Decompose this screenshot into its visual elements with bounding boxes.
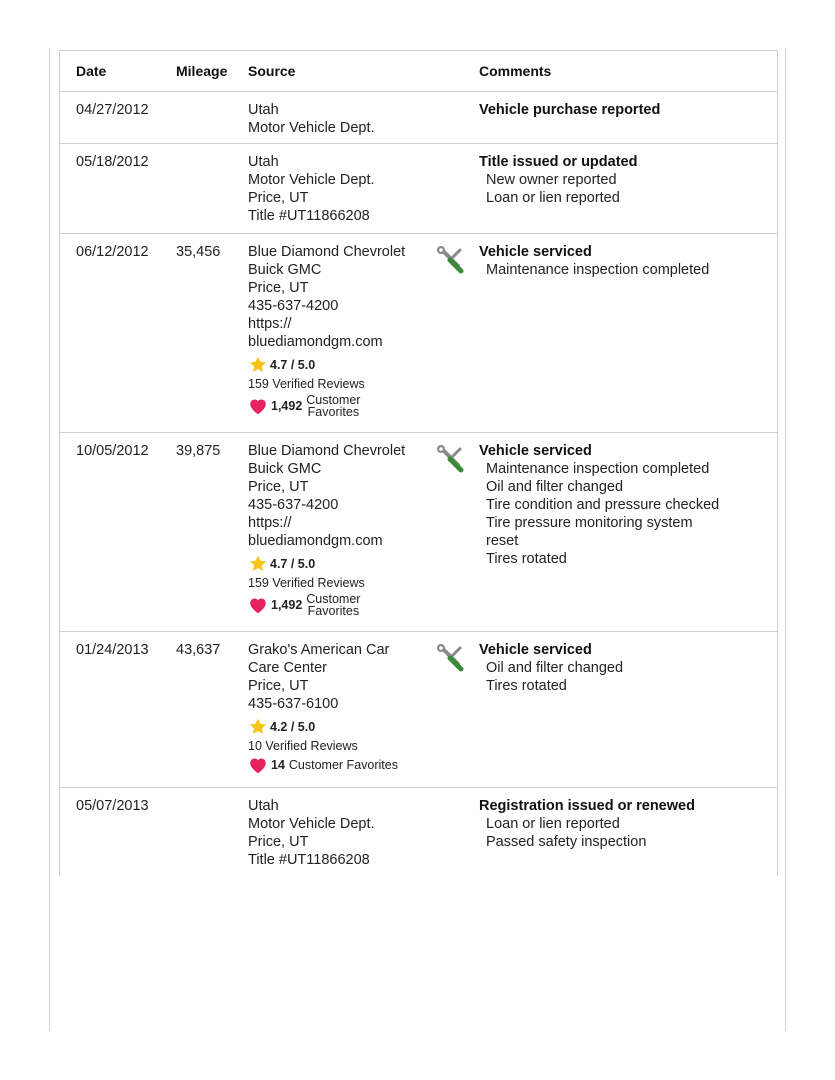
row-comments	[479, 797, 769, 851]
favorites-label-line: Favorites	[307, 604, 360, 618]
row-source	[248, 243, 438, 418]
favorites-count: 14	[271, 758, 285, 772]
comment-title: Vehicle serviced	[479, 443, 592, 459]
rating-value: 4.7 / 5.0	[270, 357, 316, 372]
comment-detail: Maintenance inspection completed	[486, 461, 710, 477]
customer-favorites	[248, 756, 438, 774]
table-row	[60, 234, 777, 433]
source-line: Title #UT11866208	[248, 852, 370, 868]
row-comments	[479, 641, 769, 695]
comment-detail: Passed safety inspection	[486, 834, 647, 850]
source-line: 435-637-4200	[248, 497, 339, 513]
favorites-label	[306, 394, 360, 418]
source-line: Utah	[248, 102, 279, 118]
header-comments: Comments	[479, 63, 552, 79]
source-line: Price, UT	[248, 834, 309, 850]
wrench-screwdriver-icon	[436, 445, 468, 473]
favorites-count: 1,492	[271, 399, 303, 413]
source-line: Motor Vehicle Dept.	[248, 172, 375, 188]
table-row	[60, 632, 777, 788]
vehicle-history-table	[59, 50, 778, 876]
row-source	[248, 641, 438, 774]
row-source	[248, 442, 438, 617]
comment-detail: Loan or lien reported	[486, 816, 620, 832]
source-line: Title #UT11866208	[248, 208, 370, 224]
source-line: Price, UT	[248, 280, 309, 296]
heart-icon	[248, 596, 268, 614]
comment-detail: Oil and filter changed	[486, 479, 624, 495]
source-line: Buick GMC	[248, 461, 322, 477]
source-line: Utah	[248, 798, 279, 814]
row-comments	[479, 153, 769, 207]
table-row	[60, 788, 777, 876]
favorites-label	[306, 593, 360, 617]
row-source	[248, 153, 438, 225]
source-line: https://	[248, 316, 292, 332]
comment-detail: Loan or lien reported	[486, 190, 620, 206]
row-mileage: 35,456	[176, 244, 221, 260]
comment-detail: Tire condition and pressure checked	[486, 497, 720, 513]
source-line: Grako's American Car	[248, 642, 390, 658]
verified-reviews-link[interactable]: 159 Verified Reviews	[248, 377, 365, 391]
star-icon	[248, 355, 268, 374]
favorites-label-line: Customer	[306, 393, 361, 407]
comment-detail: Tires rotated	[486, 551, 567, 567]
header-source: Source	[248, 63, 296, 79]
source-line: Buick GMC	[248, 262, 322, 278]
comment-detail: New owner reported	[486, 172, 617, 188]
row-comments	[479, 243, 769, 279]
comment-title: Title issued or updated	[479, 154, 638, 170]
source-line: Blue Diamond Chevrolet	[248, 244, 406, 260]
dealer-rating	[248, 355, 438, 374]
star-icon	[248, 554, 268, 573]
source-line: Care Center	[248, 660, 327, 676]
table-row	[60, 433, 777, 632]
row-date: 04/27/2012	[76, 102, 149, 118]
row-source	[248, 101, 438, 137]
comment-title: Vehicle serviced	[479, 642, 592, 658]
comment-title: Vehicle purchase reported	[479, 102, 661, 118]
dealer-rating	[248, 554, 438, 573]
comment-detail: Tires rotated	[486, 678, 567, 694]
dealer-rating	[248, 717, 438, 736]
source-line: https://	[248, 515, 292, 531]
source-line: Price, UT	[248, 678, 309, 694]
verified-reviews-link[interactable]: 10 Verified Reviews	[248, 739, 358, 753]
table-header	[60, 51, 777, 92]
comment-title: Registration issued or renewed	[479, 798, 695, 814]
rating-value: 4.2 / 5.0	[270, 719, 316, 734]
source-line: Blue Diamond Chevrolet	[248, 443, 406, 459]
favorites-label-line: Customer	[306, 592, 361, 606]
source-line: bluediamondgm.com	[248, 334, 383, 350]
source-line: Price, UT	[248, 479, 309, 495]
source-line: bluediamondgm.com	[248, 533, 383, 549]
source-line: Utah	[248, 154, 279, 170]
table-row	[60, 144, 777, 234]
wrench-screwdriver-icon	[436, 644, 468, 672]
source-line: 435-637-4200	[248, 298, 339, 314]
page-frame-left	[49, 48, 50, 1031]
row-mileage: 43,637	[176, 642, 221, 658]
header-date: Date	[76, 63, 107, 79]
comment-detail: Tire pressure monitoring system	[486, 515, 693, 531]
comment-detail: Oil and filter changed	[486, 660, 624, 676]
row-date: 06/12/2012	[76, 244, 149, 260]
row-date: 05/18/2012	[76, 154, 149, 170]
row-comments	[479, 442, 769, 568]
header-mileage: Mileage	[176, 63, 228, 79]
heart-icon	[248, 756, 268, 774]
favorites-label-line: Favorites	[307, 405, 360, 419]
comment-detail: reset	[486, 533, 519, 549]
verified-reviews-link[interactable]: 159 Verified Reviews	[248, 576, 365, 590]
source-line: Motor Vehicle Dept.	[248, 816, 375, 832]
row-mileage: 39,875	[176, 443, 221, 459]
comment-title: Vehicle serviced	[479, 244, 592, 260]
star-icon	[248, 717, 268, 736]
row-date: 01/24/2013	[76, 642, 149, 658]
comment-detail: Maintenance inspection completed	[486, 262, 710, 278]
row-date: 05/07/2013	[76, 798, 149, 814]
row-source	[248, 797, 438, 869]
wrench-screwdriver-icon	[436, 246, 468, 274]
favorites-count: 1,492	[271, 598, 303, 612]
source-line: 435-637-6100	[248, 696, 339, 712]
table-row	[60, 92, 777, 144]
page-frame-right	[785, 48, 786, 1031]
source-line: Motor Vehicle Dept.	[248, 120, 375, 136]
row-comments	[479, 101, 769, 119]
favorites-label: Customer Favorites	[288, 758, 398, 772]
row-date: 10/05/2012	[76, 443, 149, 459]
rating-value: 4.7 / 5.0	[270, 556, 316, 571]
customer-favorites	[248, 593, 438, 617]
source-line: Price, UT	[248, 190, 309, 206]
customer-favorites	[248, 394, 438, 418]
heart-icon	[248, 397, 268, 415]
